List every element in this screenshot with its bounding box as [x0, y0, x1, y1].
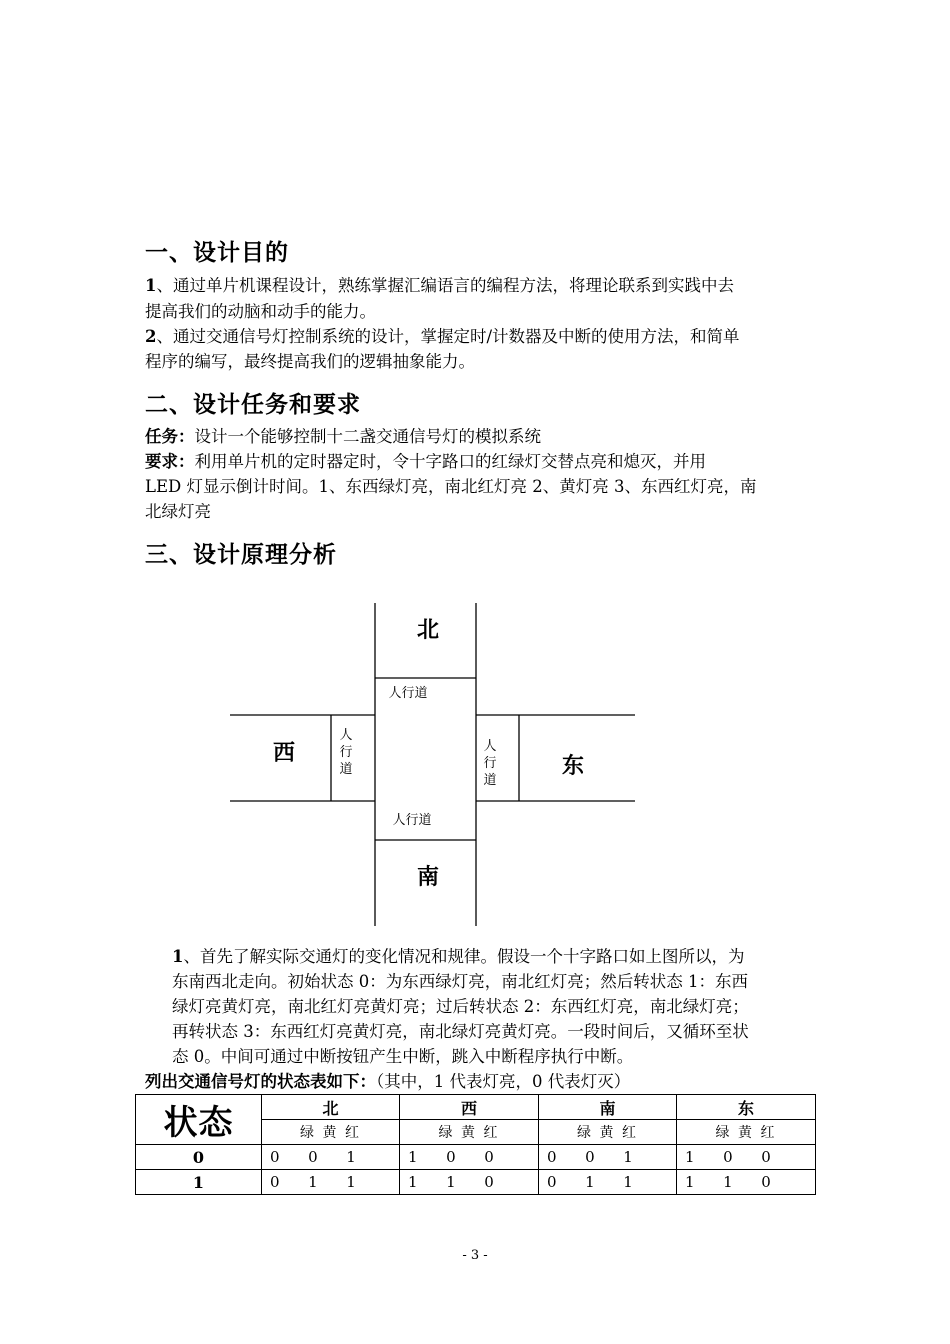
subheader-west: 绿 黄 红	[400, 1120, 539, 1145]
west-values: 1 0 0	[400, 1145, 539, 1170]
subheader-south: 绿 黄 红	[539, 1120, 677, 1145]
subheader-north: 绿 黄 红	[262, 1120, 400, 1145]
south-label: 南	[416, 865, 440, 890]
header-north: 北	[262, 1095, 400, 1120]
purpose-paragraph-2-line-2: 程序的编写，最终提高我们的逻辑抽象能力。	[145, 352, 475, 371]
requirement-line-2: LED 灯显示倒计时间。1、东西绿灯亮，南北红灯亮 2、黄灯亮 3、东西红灯亮，南	[145, 477, 757, 496]
west-crosswalk-char-1: 人	[339, 728, 353, 743]
state-number: 1	[136, 1170, 262, 1195]
east-label: 东	[561, 754, 585, 779]
west-crosswalk-char-2: 行	[339, 745, 353, 760]
analysis-text: 、首先了解实际交通灯的变化情况和规律。假设一个十字路口如上图所以，为	[183, 947, 745, 966]
subheader-east: 绿 黄 红	[677, 1120, 816, 1145]
west-label: 西	[272, 741, 296, 766]
section-title-purpose: 一、设计目的	[145, 240, 289, 266]
analysis-line-4: 再转状态 3：东西红灯亮黄灯亮，南北绿灯亮黄灯亮。一段时间后，又循环至状	[172, 1022, 749, 1041]
north-values: 0 1 1	[262, 1170, 400, 1195]
east-values: 1 1 0	[677, 1170, 816, 1195]
west-crosswalk-char-3: 道	[339, 762, 353, 777]
section-title-task: 二、设计任务和要求	[145, 392, 361, 418]
purpose-paragraph-1-line-2: 提高我们的动脑和动手的能力。	[145, 302, 376, 321]
state-number: 0	[136, 1145, 262, 1170]
header-west: 西	[400, 1095, 539, 1120]
header-east: 东	[677, 1095, 816, 1120]
table-row	[136, 1170, 816, 1195]
header-south: 南	[539, 1095, 677, 1120]
analysis-item-number: 1	[172, 947, 184, 966]
requirement-label: 要求：	[145, 452, 195, 471]
table-caption-bold: 列出交通信号灯的状态表如下：	[145, 1072, 376, 1091]
west-values: 1 1 0	[400, 1170, 539, 1195]
table-row	[136, 1145, 816, 1170]
east-values: 1 0 0	[677, 1145, 816, 1170]
south-crosswalk-label: 人行道	[392, 813, 432, 828]
task-text: 设计一个能够控制十二盏交通信号灯的模拟系统	[194, 427, 541, 446]
east-crosswalk-char-3: 道	[483, 773, 497, 788]
east-crosswalk-char-1: 人	[483, 739, 497, 754]
north-values: 0 0 1	[262, 1145, 400, 1170]
section-title-principle: 三、设计原理分析	[145, 542, 337, 568]
table-caption-note: （其中，1 代表灯亮，0 代表灯灭）	[376, 1072, 631, 1091]
analysis-line-5: 态 0。中间可通过中断按钮产生中断，跳入中断程序执行中断。	[172, 1047, 634, 1066]
north-crosswalk-label: 人行道	[388, 686, 428, 701]
table-header-row	[136, 1095, 816, 1120]
table-caption	[145, 1070, 630, 1094]
south-values: 0 1 1	[539, 1170, 677, 1195]
state-header: 状态	[136, 1095, 262, 1145]
state-table	[135, 1094, 816, 1195]
purpose-item-number: 2	[145, 327, 157, 346]
purpose-item-number: 1	[145, 276, 157, 295]
east-crosswalk-char-2: 行	[483, 756, 497, 771]
analysis-line-3: 绿灯亮黄灯亮，南北红灯亮黄灯亮；过后转状态 2：东西红灯亮，南北绿灯亮；	[172, 997, 749, 1016]
north-label: 北	[416, 618, 440, 643]
south-values: 0 0 1	[539, 1145, 677, 1170]
analysis-line-2: 东南西北走向。初始状态 0：为东西绿灯亮，南北红灯亮；然后转状态 1：东西	[172, 972, 748, 991]
purpose-text: 、通过交通信号灯控制系统的设计，掌握定时/计数器及中断的使用方法，和简单	[156, 327, 740, 346]
requirement-text: 利用单片机的定时器定时，令十字路口的红绿灯交替点亮和熄灭，并用	[194, 452, 706, 471]
analysis-line-1	[172, 945, 744, 969]
purpose-text: 、通过单片机课程设计，熟练掌握汇编语言的编程方法，将理论联系到实践中去	[156, 276, 734, 295]
page-number: - 3 -	[462, 1248, 488, 1263]
task-label: 任务：	[145, 427, 195, 446]
requirement-line-3: 北绿灯亮	[145, 502, 211, 521]
